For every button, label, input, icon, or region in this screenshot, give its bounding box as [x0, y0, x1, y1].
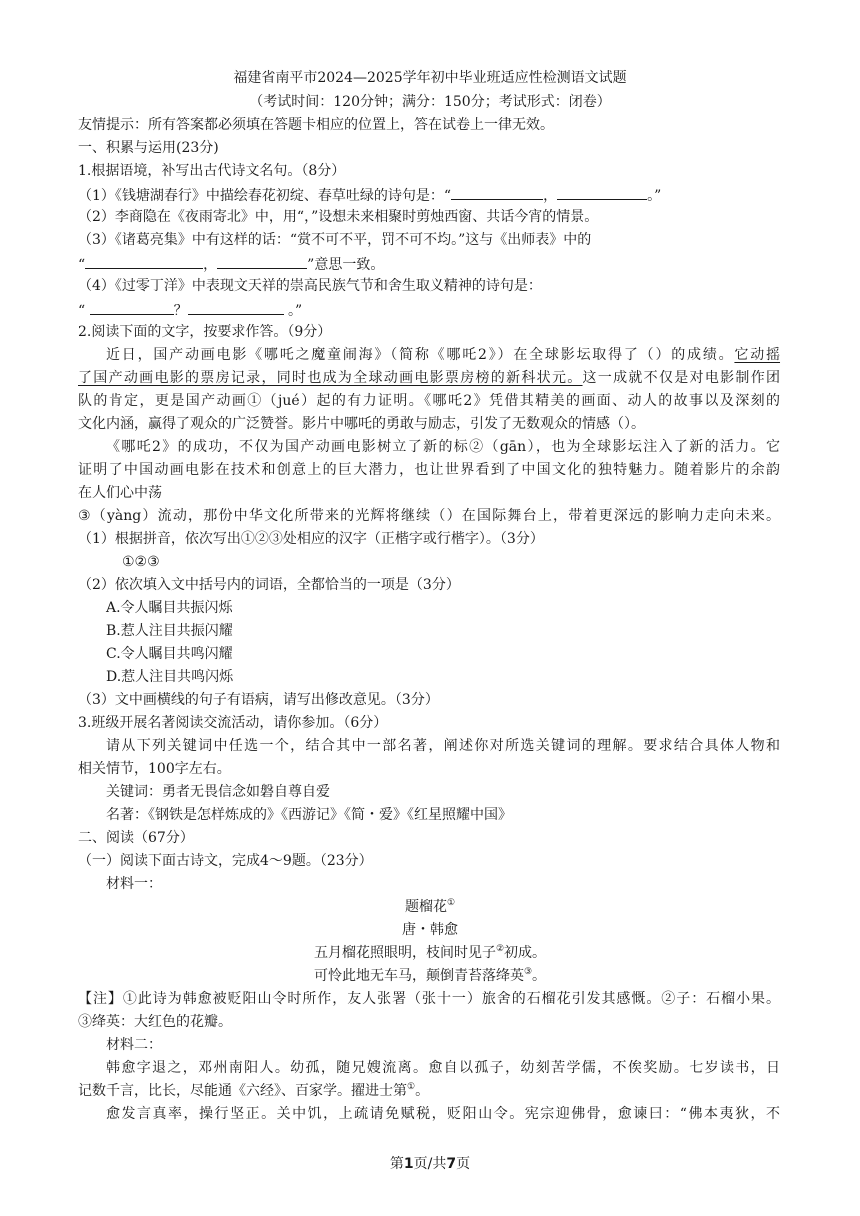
exam-title: 福建省南平市2024—2025学年初中毕业班适应性检测语文试题	[233, 70, 627, 86]
option-b: B.惹人注目共振闪耀	[106, 623, 233, 639]
q1-item1-end: 。”	[647, 188, 662, 204]
q2-p1-line2-text: 这一成就不仅是对电影制作团	[582, 370, 780, 386]
q2-p1-line1	[106, 345, 780, 365]
poem-line2-text: 可怜此地无车马，颠倒青苔落绛英	[313, 968, 524, 984]
answer-blank	[188, 299, 284, 315]
q1-item3b	[78, 253, 384, 275]
poem-line1-end: 初成。	[504, 945, 547, 961]
material2-line2	[78, 1081, 429, 1101]
q1-item4b-end: 。”	[283, 303, 303, 319]
answer-blank	[90, 299, 174, 315]
q2-p2-line4: ③（yàng）流动，那份中华文化所带来的光辉将继续（）在国际舞台上，带着更深远的影响力走向未来。	[78, 508, 780, 524]
footer-pre: 第	[389, 1156, 404, 1172]
q2-sub3: （3）文中画横线的句子有语病，请写出修改意见。（3分）	[78, 692, 439, 708]
q3-keywords: 关键词：勇者无畏信念如磐自尊自爱	[106, 784, 330, 800]
poem-title	[0, 897, 860, 917]
notice: 友情提示：所有答案都必须填在答题卡相应的位置上，答在试卷上一律无效。	[78, 117, 554, 133]
poem-author: 唐・韩愈	[402, 922, 458, 938]
poem-line1	[0, 943, 860, 963]
q3-books: 名著：《钢铁是怎样炼成的》《西游记》《简・爱》《红星照耀中国》	[106, 807, 512, 823]
q1-item4b-open: “	[78, 303, 90, 319]
q3-line2: 相关情节，100字左右。	[78, 761, 231, 777]
option-a: A.令人瞩目共振闪烁	[106, 600, 233, 616]
q2-p2-line1: 《哪吒2》的成功，不仅为国产动画电影树立了新的标②（gān），也为全球影坛注入了新的活力。它	[106, 439, 780, 455]
part1-prompt: （一）阅读下面古诗文，完成4～9题。（23分）	[78, 853, 373, 869]
footnote-marker: ①	[407, 1082, 416, 1092]
poem-title-text: 题榴花	[404, 899, 447, 915]
q1-item2: （2）李商隐在《夜雨寄北》中，用“，”设想未来相聚时剪烛西窗、共话今宵的情景。	[78, 209, 599, 225]
q2-p1-line1-text: 近日，国产动画电影《哪吒之魔童闹海》（简称《哪吒2》）在全球影坛取得了（）的成绩。	[106, 347, 735, 363]
q1-item1	[78, 184, 661, 206]
q1-item4b	[78, 299, 302, 321]
page-total: 7	[446, 1156, 457, 1172]
q2-p1-line3: 队的肯定，更是国产动画①（jué）起的有力证明。《哪吒2》凭借其精美的画面、动人的故事以及深刻的	[78, 393, 780, 409]
q1-item1-text: （1）《钱塘湖春行》中描绘春花初绽、春草吐绿的诗句是：“	[78, 188, 452, 204]
q2-p1-line4: 文化内涵，赢得了观众的广泛赞誉。影片中哪吒的勇敢与励志，引发了无数观众的情感（）。	[78, 416, 645, 432]
poem-line1-text: 五月榴花照眼明，枝间时见子	[313, 945, 496, 961]
q2-underlined-sentence: 它动摇	[734, 347, 781, 363]
option-c: C.令人瞩目共鸣闪耀	[106, 646, 233, 662]
exam-info: （考试时间：120分钟；满分：150分；考试形式：闭卷）	[249, 94, 611, 110]
poem-note-line2: ③绛英：大红色的花瓣。	[78, 1014, 232, 1030]
q1-item4a: （4）《过零丁洋》中表现文天祥的崇高民族气节和舍生取义精神的诗句是：	[78, 278, 542, 294]
q2-sub2: （2）依次填入文中括号内的词语，全都恰当的一项是（3分）	[78, 577, 460, 593]
footnote-marker: ③	[523, 967, 533, 977]
material2-line2-end: 。	[415, 1083, 430, 1099]
q1-item3b-open: “	[78, 257, 86, 273]
q2-p2-line3: 在人们心中荡	[78, 485, 162, 501]
material2-line3: 愈发言真率，操行坚正。关中饥，上疏请免赋税，贬阳山令。宪宗迎佛骨，愈谏曰：“佛本夷狄，不	[106, 1106, 780, 1122]
section1-heading: 一、积累与运用(23分)	[78, 140, 219, 156]
q2-sub1-marks: ①②③	[122, 554, 160, 570]
q3-prompt: 3.班级开展名著阅读交流活动，请你参加。（6分）	[78, 715, 388, 731]
material1-label: 材料一：	[106, 876, 162, 892]
poem-line2	[0, 966, 860, 986]
footer-post: 页	[456, 1156, 471, 1172]
poem-line2-end: 。	[532, 968, 547, 984]
material2-line2-text: 记数千言，比长，尽能通《六经》、百家学。擢进士第	[78, 1083, 407, 1099]
answer-blank	[217, 253, 307, 269]
q1-item3a: （3）《诸葛亮集》中有这样的话：“赏不可不平，罚不可不均。”这与《出师表》中的	[78, 232, 592, 248]
footnote-marker: ②	[495, 944, 505, 954]
q2-p2-line2: 证明了中国动画电影在技术和创意上的巨大潜力，也让世界看到了中国文化的独特魅力。随着影片的余韵	[78, 462, 780, 478]
q1-prompt: 1.根据语境，补写出古代诗文名句。（8分）	[78, 163, 346, 179]
poem-note-line1: 【注】①此诗为韩愈被贬阳山令时所作，友人张署（张十一）旅舍的石榴花引发其感慨。②子：石榴小果。	[78, 991, 780, 1007]
q1-item3b-sep: ，	[203, 257, 218, 273]
section2-heading: 二、阅读（67分）	[78, 830, 194, 846]
q1-item3b-end: ”意思一致。	[307, 257, 385, 273]
material2-label: 材料二：	[106, 1037, 162, 1053]
material2-line1: 韩愈字退之，邓州南阳人。幼孤，随兄嫂流离。愈自以孤子，幼刻苦学儒，不俟奖励。七岁读书，日	[106, 1060, 780, 1076]
answer-blank	[451, 184, 543, 200]
option-d: D.惹人注目共鸣闪烁	[106, 669, 234, 685]
answer-blank	[557, 184, 647, 200]
footnote-marker: ①	[446, 898, 456, 908]
answer-blank	[85, 253, 203, 269]
q2-prompt: 2.阅读下面的文字，按要求作答。（9分）	[78, 324, 332, 340]
q2-sub1: （1）根据拼音，依次写出①②③处相应的汉字（正楷字或行楷字）。（3分）	[78, 531, 544, 547]
q2-underlined-sentence: 了国产动画电影的票房记录，同时也成为全球动画电影票房榜的新科状元。	[78, 370, 583, 386]
page-footer	[0, 1154, 860, 1174]
q2-p1-line2	[78, 368, 780, 388]
q1-item1-sep: ，	[543, 188, 558, 204]
page-number: 1	[403, 1156, 414, 1172]
footer-mid: 页/共	[413, 1156, 447, 1172]
q1-item4b-sep: ？	[173, 303, 188, 319]
q3-line1: 请从下列关键词中任选一个，结合其中一部名著，阐述你对所选关键词的理解。要求结合具体人物和	[106, 738, 780, 754]
